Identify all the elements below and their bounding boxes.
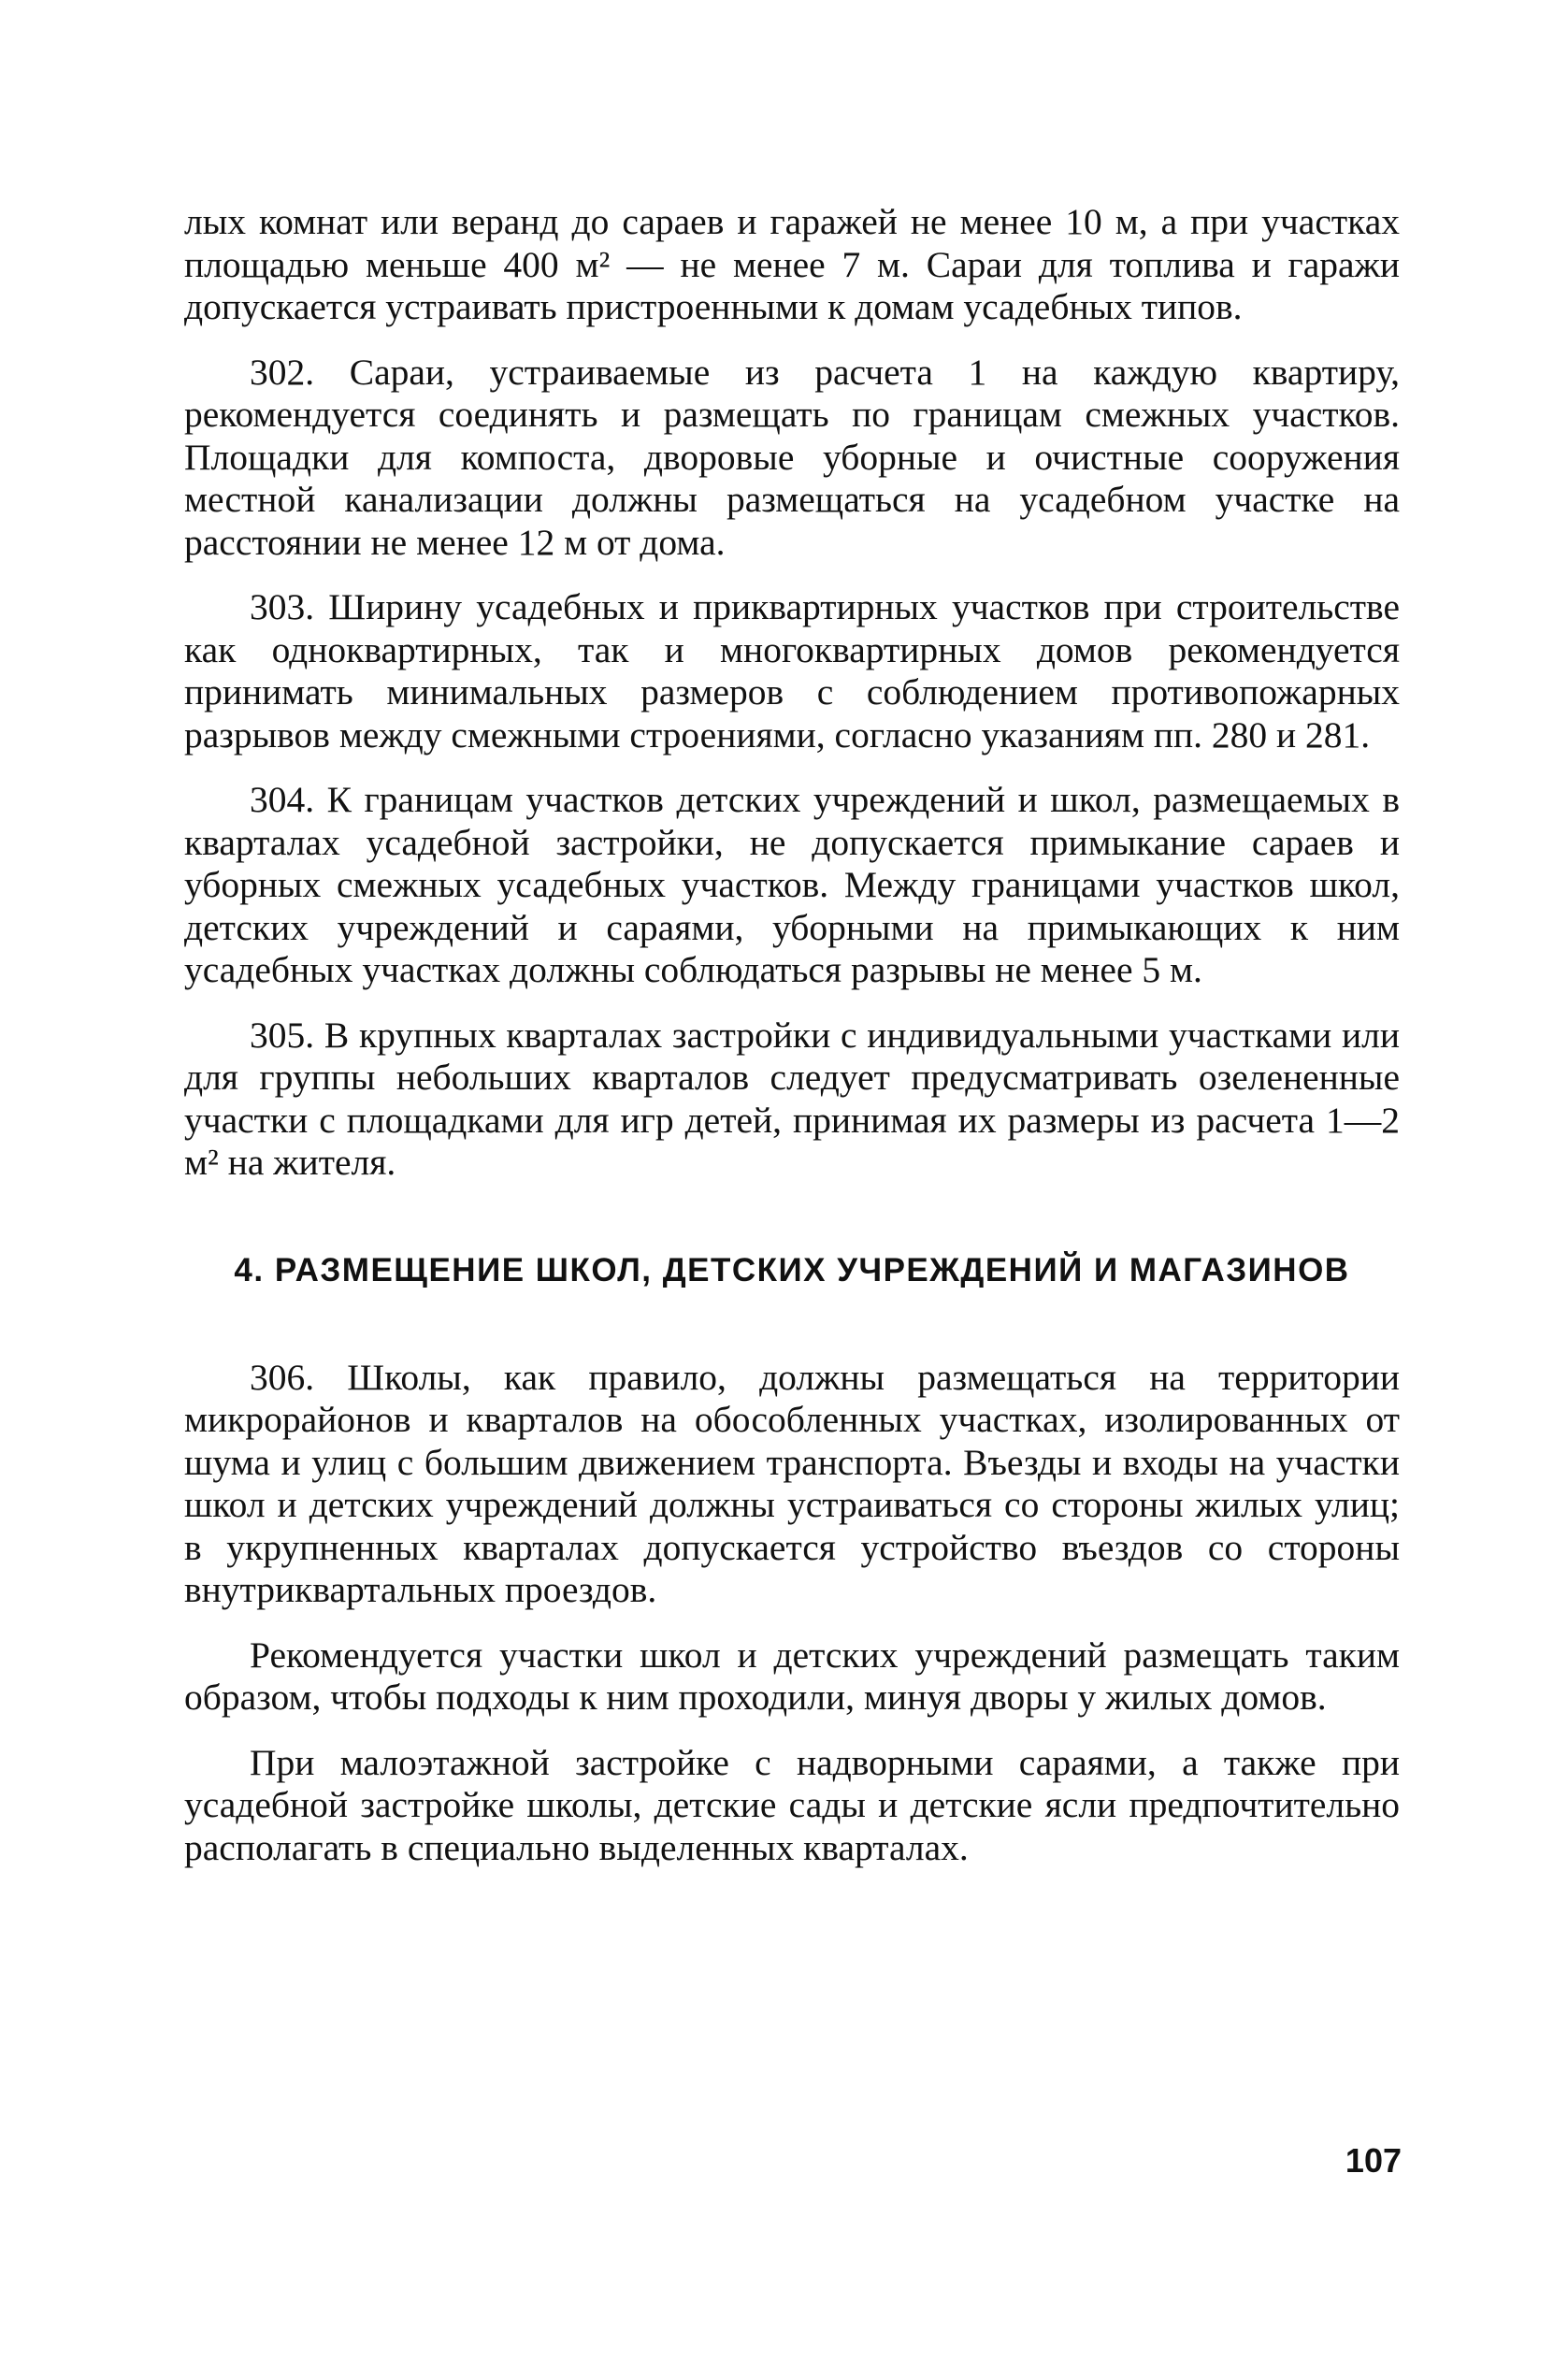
paragraph-305: 305. В крупных кварталах застройки с индивидуальными участками или для группы небольших кварталов следует предусматривать озелененные участки с площадками для игр детей, принимая их размеры из расчета 1—2 м² на жителя. — [184, 1014, 1400, 1183]
paragraph-306-schools-placement: Рекомендуется участки школ и детских учреждений размещать таким образом, чтобы подходы к ним проходили, минуя дворы у жилых домов. — [184, 1634, 1400, 1718]
paragraph-306: 306. Школы, как правило, должны размещаться на территории микрорайонов и кварталов на обособленных участках, изолированных от шума и улиц с большим движением транспорта. Въезды и входы на участки школ и детских учреждений должны устраиваться со стороны жилых улиц; в укрупненных кварталах допускается устройство въездов со стороны внутриквартальных проездов. — [184, 1356, 1400, 1610]
paragraph-306-low-rise: При малоэтажной застройке с надворными сараями, а также при усадебной застройке школы, детские сады и детские ясли предпочтительно располагать в специально выделенных кварталах. — [184, 1741, 1400, 1868]
section-heading: 4. РАЗМЕЩЕНИЕ ШКОЛ, ДЕТСКИХ УЧРЕЖДЕНИЙ И МАГАЗИНОВ — [234, 1251, 1350, 1288]
paragraph-303: 303. Ширину усадебных и приквартирных участков при строительстве как одноквартирных, так и многоквартирных домов рекомендуется принимать минимальных размеров с соблюдением противопожарных разрывов между смежными строениями, согласно указаниям пп. 280 и 281. — [184, 586, 1400, 756]
page-number: 107 — [1345, 2141, 1402, 2180]
paragraph-302: 302. Сараи, устраиваемые из расчета 1 на каждую квартиру, рекомендуется соединять и размещать по границам смежных участков. Площадки для компоста, дворовые уборные и очистные сооружения местной канализации должны размещаться на усадебном участке на расстоянии не менее 12 м от дома. — [184, 351, 1400, 563]
paragraph-304: 304. К границам участков детских учреждений и школ, размещаемых в кварталах усадебной застройки, не допускается примыкание сараев и уборных смежных усадебных участков. Между границами участков школ, детских учреждений и сараями, уборными на примыкающих к ним усадебных участках должны соблюдаться разрывы не менее 5 м. — [184, 779, 1400, 990]
paragraph-continued: лых комнат или веранд до сараев и гаражей не менее 10 м, а при участках площадью меньше 400 м² — не менее 7 м. Сараи для топлива и гаражи допускается устраивать пристроенными к домам усадебных типов. — [184, 201, 1400, 327]
page-body — [184, 201, 1400, 1869]
